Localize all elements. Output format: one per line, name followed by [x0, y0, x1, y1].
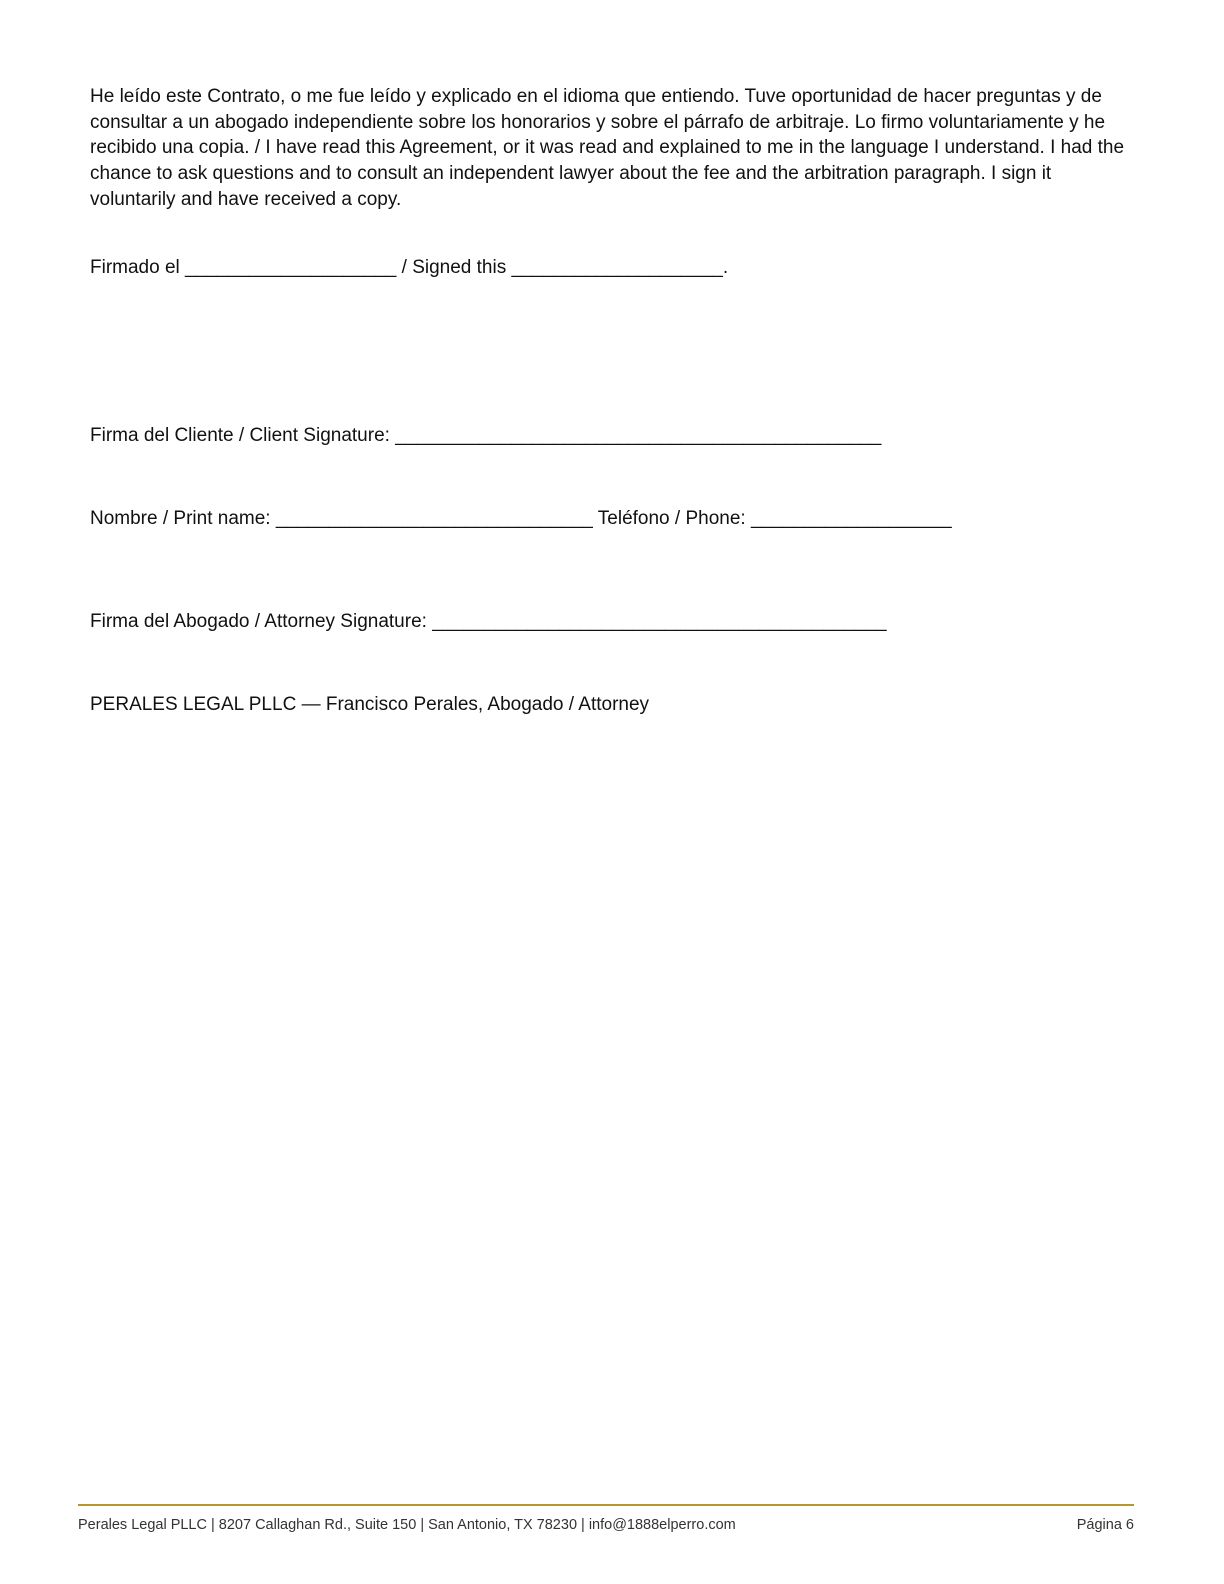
firm-attorney-line: PERALES LEGAL PLLC — Francisco Perales, Abogado / Attorney — [90, 694, 650, 715]
acknowledgment-paragraph: He leído este Contrato, o me fue leído y explicado en el idioma que entiendo. Tuve oportunidad de hacer preguntas y de consultar a un abogado independiente sobre los honorarios y sobre el párrafo de arbitraje. Lo firmo voluntariamente y he recibido una copia. / I have read this Agreement, or it was read and explained to me in the language I understand. I had the chance to ask questions and to consult an independent lawyer about the fee and the arbitration paragraph. I sign it voluntarily and have received a copy. — [90, 86, 1125, 210]
page-footer — [78, 1515, 1134, 1535]
footer-divider — [78, 1504, 1134, 1506]
client-signature-line: Firma del Cliente / Client Signature: ______________________________________________ — [90, 425, 882, 446]
footer-address: Perales Legal PLLC | 8207 Callaghan Rd., Suite 150 | San Antonio, TX 78230 | info@1888elperro.com — [78, 1517, 736, 1533]
print-name-phone-line: Nombre / Print name: ______________________________ Teléfono / Phone: ___________________ — [90, 508, 952, 529]
page-number: Página 6 — [1076, 1517, 1134, 1533]
attorney-signature-line: Firma del Abogado / Attorney Signature: ___________________________________________ — [90, 611, 887, 632]
signed-date-line: Firmado el ____________________ / Signed this ____________________. — [90, 257, 729, 278]
